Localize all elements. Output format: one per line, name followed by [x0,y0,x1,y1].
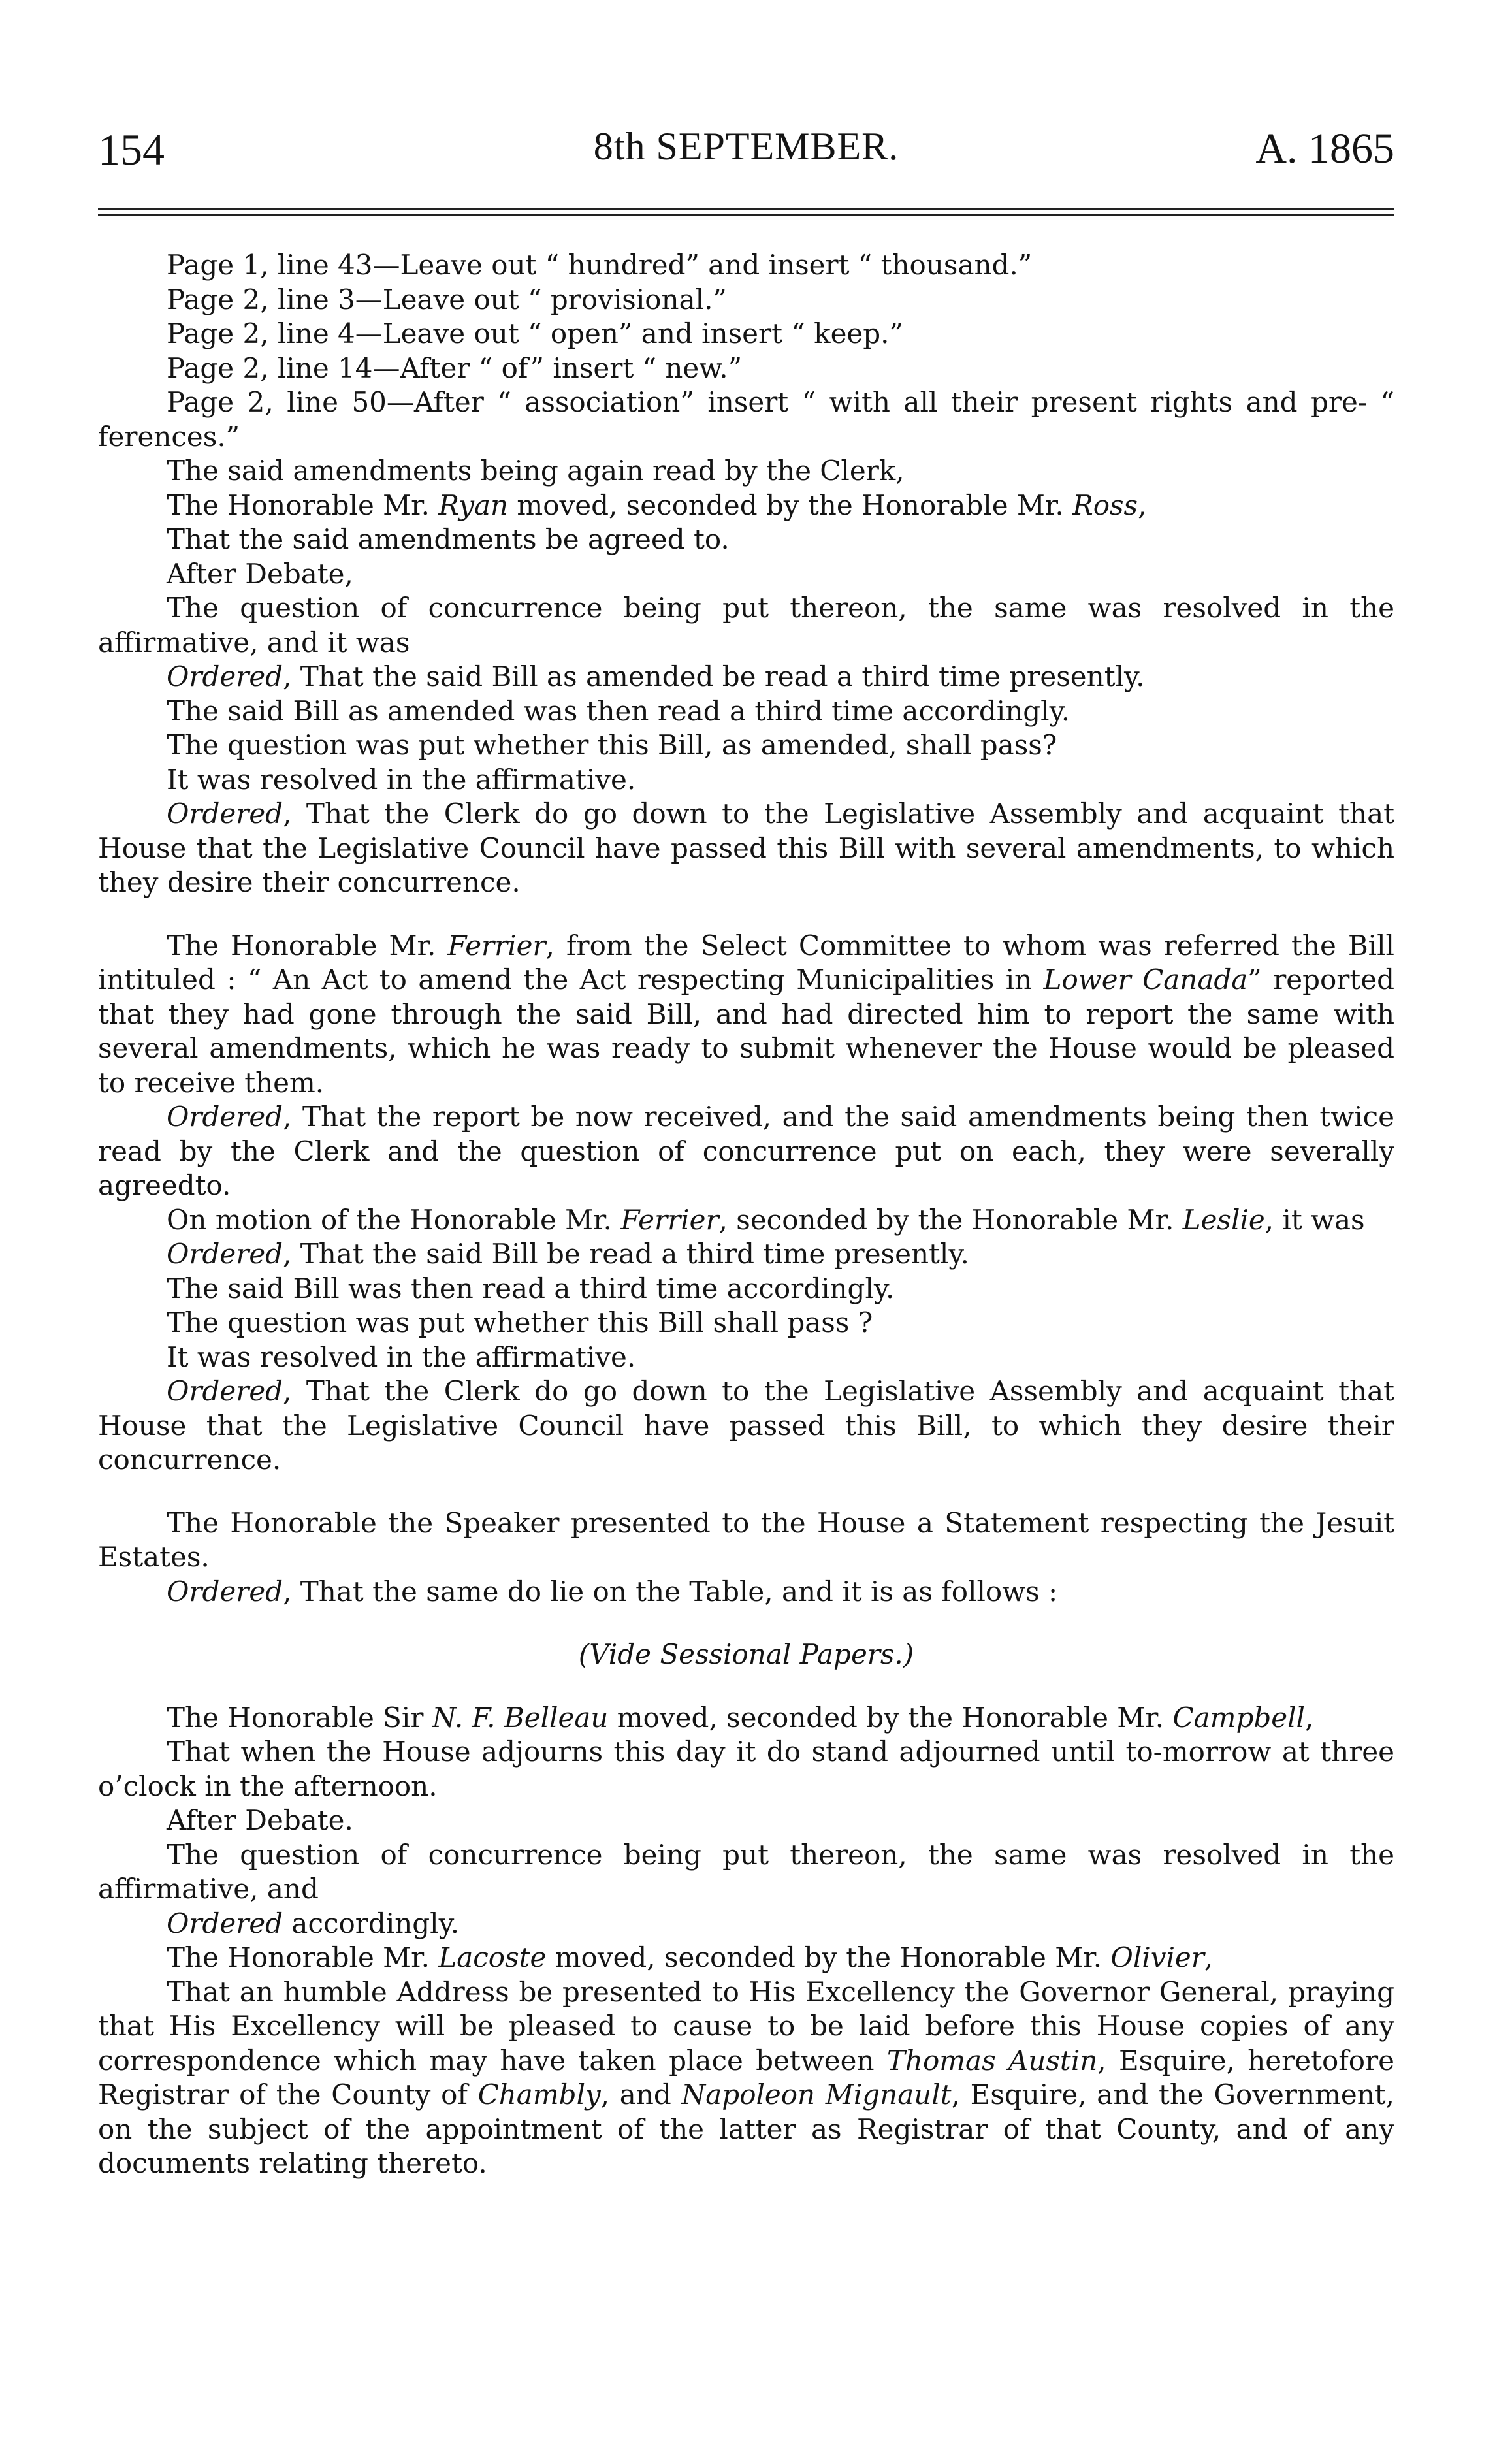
paragraph: The question of concurrence being put thereon, the same was resolved in the affirmative, and [98,1838,1394,1905]
paragraph: Ordered, That the Clerk do go down to the Legislative Assembly and acquaint that House that the Legislative Council have passed this Bill with several amendments, to which they desire their concurrence. [98,798,1394,898]
paragraph: It was resolved in the affirmative. [167,763,636,796]
paragraph: Ordered, That the report be now received, and the said amendments being then twice read by the Clerk and the question of concurrence put on each, they were severally agreedto. [98,1101,1394,1201]
paragraph: On motion of the Honorable Mr. Ferrier, seconded by the Honorable Mr. Leslie, it was [167,1203,1365,1236]
document-page [98,124,1394,2378]
paragraph: Page 1, line 43—Leave out “ hundred” and insert “ thousand.” [167,249,1033,281]
page-number: 154 [98,125,165,174]
paragraph: Page 2, line 14—After “ of” insert “ new.” [167,351,743,384]
paragraph: Page 2, line 3—Leave out “ provisional.” [167,283,727,315]
paragraph: Ordered, That the said Bill as amended be read a third time presently. [167,660,1145,692]
paragraph: Ordered, That the same do lie on the Table, and it is as follows : [167,1575,1058,1608]
document-body [98,248,1394,2181]
paragraph: The Honorable the Speaker presented to the House a Statement respecting the Jesuit Estates. [98,1506,1394,1573]
paragraph: That the said amendments be agreed to. [167,523,730,555]
paragraph: The question was put whether this Bill, as amended, shall pass? [167,729,1057,761]
paragraph: The Honorable Sir N. F. Belleau moved, seconded by the Honorable Mr. Campbell, [167,1701,1314,1734]
paragraph: That an humble Address be presented to His Excellency the Governor General, praying that His Excellency will be pleased to cause to be laid before this House copies of any correspondence which may have taken place between Thomas Austin, Esquire, heretofore Registrar of the County of Chambly, and Napoleon Mignault, Esquire, and the Government, on the subject of the appointment of the latter as Registrar of that County, and of any documents relating thereto. [98,1975,1394,2179]
paragraph: It was resolved in the affirmative. [167,1340,636,1373]
header-year: A. 1865 [1255,125,1394,172]
paragraph: Page 2, line 50—After “ association” insert “ with all their present rights and pre- “ ferences.” [98,386,1394,453]
paragraph: The Honorable Mr. Ferrier, from the Select Committee to whom was referred the Bill intituled : “ An Act to amend the Act respecting Municipalities in Lower Canada” reported that they had gone through the said Bill, and had directed him to report the same with several amendments, which he was ready to submit whenever the House would be pleased to receive them. [98,929,1394,1099]
paragraph: Ordered, That the said Bill be read a third time presently. [167,1238,969,1270]
vide-reference: (Vide Sessional Papers.) [578,1638,914,1670]
paragraph: After Debate, [167,557,353,590]
header-title: 8th SEPTEMBER. [593,125,899,168]
paragraph: That when the House adjourns this day it do stand adjourned until to-morrow at three o’clock in the afternoon. [98,1736,1394,1802]
paragraph: The question of concurrence being put thereon, the same was resolved in the affirmative, and it was [98,592,1394,658]
paragraph: Page 2, line 4—Leave out “ open” and insert “ keep.” [167,317,903,349]
paragraph: The said Bill as amended was then read a third time accordingly. [167,694,1070,727]
paragraph: After Debate. [167,1804,353,1836]
page-header [98,124,1394,196]
paragraph: The Honorable Mr. Lacoste moved, seconded by the Honorable Mr. Olivier, [167,1941,1214,1973]
paragraph: Ordered, That the Clerk do go down to the Legislative Assembly and acquaint that House that the Legislative Council have passed this Bill, to which they desire their concurrence. [98,1375,1394,1476]
paragraph: The said amendments being again read by the Clerk, [167,455,905,487]
paragraph: The Honorable Mr. Ryan moved, seconded by the Honorable Mr. Ross, [167,489,1147,521]
paragraph: Ordered accordingly. [167,1907,460,1939]
paragraph: The said Bill was then read a third time accordingly. [167,1272,895,1304]
header-double-rule [98,208,1394,216]
paragraph: The question was put whether this Bill shall pass ? [167,1306,873,1338]
